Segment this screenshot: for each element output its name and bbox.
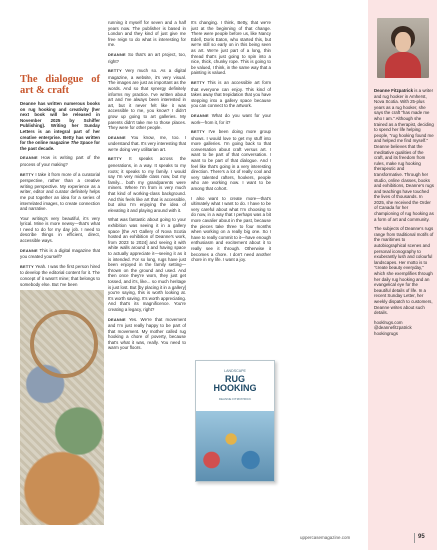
article-paragraph <box>108 68 186 131</box>
paragraph-text: I've been doing more group shows. I would love to get my stuff into more galleries. I'm going back to that conversation about craft versus art. I want to be part of that conversation. I want to be part of that dialogue. And I feel like that's going in a very interesting direction. There's a lot of really cool and very talented rafters, hookers, people who are working now. I want to be among that cohort. <box>191 129 271 192</box>
speaker-label: DEANNE <box>20 156 38 161</box>
author-bio <box>374 88 434 341</box>
article-paragraph <box>108 317 186 352</box>
article-paragraph <box>191 20 271 76</box>
article-paragraph <box>191 196 271 263</box>
bio-paragraph-1: Deanne Fitzpatrick is a writer and rug hooker in Amherst, Nova Scotia. With 25-plus years as a rug hooker, she says the craft "has made me who I am." Although she trained as a therapist, deciding to spend her life helping people, "rug hooking found me and helped me find myself." Deanne believes that the meditative qualities of the craft, and its freedom from rules, make rug hooking therapeutic and transformative. Through her studio, online classes, books and exhibitions, Deanne's rugs and teachings have touched the lives of thousands. In 2025, she received the Order of Canada for her championing of rug hooking as a form of art and community. <box>374 88 434 222</box>
article-paragraph <box>20 155 100 167</box>
article-column-2 <box>108 20 186 355</box>
bio-link[interactable]: hooklrugs.com <box>374 319 403 325</box>
article-paragraph <box>108 52 186 64</box>
speaker-label: BETTY <box>191 130 205 135</box>
speaker-label: DEANNE <box>20 248 38 253</box>
speaker-label: DEANNE <box>108 317 126 322</box>
article-column-1 <box>20 74 100 291</box>
portrait-face <box>395 32 411 52</box>
speaker-label: BETTY <box>20 264 34 269</box>
footer-divider <box>414 533 415 543</box>
book-title: RUG HOOKING <box>213 374 257 393</box>
article-paragraph <box>191 113 271 125</box>
paragraph-text: It's changing. I think, Betty, that we're just at the beginning of that change. There were people before us, like Nancy Edell, Doris Eaton, who started this, but we're still so early on in this being seen as art. We're just part of a long, thin thread that's just going to spin into a nice, thick, chunky rope. This is going to be valued, I think, in the same way that a painting is valued. <box>191 20 271 76</box>
article-paragraph <box>20 264 100 287</box>
paragraph-text: What do you want for your work—from it, for it? <box>191 112 271 125</box>
page-number: 95 <box>418 534 425 540</box>
paragraph-text: Very much so. As a digital magazine, a website, it's very visual. The images are just as important as the words. And so that synergy definitely informs my practice. I've written about art and I've always been interested in art, but it never felt like it was accessible to me, you know? I didn't grow up going to art galleries. My parents didn't take me to those places. They were for other people. <box>108 68 186 131</box>
rug-hooking-photo <box>20 290 104 525</box>
portrait-body <box>385 52 421 78</box>
page-footer <box>0 533 437 545</box>
paragraph-text: So that's an art project, too, right? <box>108 51 186 64</box>
paragraph-text: You know, me, too. I understand that. It's very interesting that we're doing very utilitarian art. <box>108 134 186 152</box>
footer-site[interactable]: uppercasemagazine.com <box>300 535 351 540</box>
bio-paragraph-2: The subjects of Deanne's rugs range from traditional motifs of the maritimes to autobiographical scenes and personal iconography to exuberantly lush and colourful landscapes. Her motto is to "create beauty everyday," which she exemplifies through her daily rug hooking and an evangelical eye for the beautiful details of life. In a recent Sunday Letter, her weekly dispatch to customers, Deanne writes about such details. <box>374 226 434 316</box>
bio-link[interactable]: @deannefitzpatrick <box>374 325 412 331</box>
speaker-label: DEANNE <box>191 113 209 118</box>
book-author: DEANNE FITZPATRICK <box>218 397 252 401</box>
paragraph-text: This is a digital magazine that you created yourself? <box>20 247 100 260</box>
article-paragraph <box>108 156 186 213</box>
paragraph-text: I also want to create more—that's ultimately what I want to do. I have to be very careful about what I'm choosing to do now, in a way that I perhaps was a bit more cavalier about in the past, because the pieces take three to four months when working on a really big one. So I have to really commit to it—have enough enthusiasm and excitement about it to really see it through. Otherwise it becomes a chore. I don't need another chore in my life. I want a joy. <box>191 195 271 263</box>
speaker-label: BETTY <box>108 157 122 162</box>
author-portrait <box>377 18 429 78</box>
paragraph-text: Your writing's very beautiful, it's very lyrical. Mine is more newsy—that's what I need to do for my day job. I need to describe things in efficient, direct, accessible ways. <box>20 215 100 244</box>
paragraph-text: I take it from more of a curatorial perspective, rather than a creative writing perspective. My experience as a writer, editor and curator definitely helps me put together an idea for a series of interrelated images, to create connection and narrative. <box>20 171 100 212</box>
article-heading: The dialogue of art & craft <box>20 74 100 96</box>
book-cover-art <box>196 411 274 481</box>
paragraph-text: This is an accessible art form that everyone can enjoy. This kind of takes away that trepidation that you have stepping into a gallery space because you can connect to the artwork. <box>191 79 271 109</box>
speaker-label: BETTY <box>20 172 34 177</box>
article-paragraph <box>191 129 271 192</box>
speaker-label: DEANNE <box>108 52 126 57</box>
hoop-shape <box>30 310 98 378</box>
article-paragraph <box>108 217 186 312</box>
paragraph-text: Yeah. I was the first person hired to develop the editorial content for it. The concept of it wasn't mine; that belongs to somebody else. But I've been <box>20 263 100 287</box>
paragraph-text: running it myself for seven and a half years now. The publisher is based in London and they kind of just give me free reign to do what is interesting for me. <box>108 20 186 48</box>
paragraph-text: How is writing part of the process of your making? <box>20 155 100 167</box>
article-intro: Deanne has written numerous books on rug hooking and creativity (her next book will be released in November 2025 by Schiffer Publishing). Writing her Sunday Letters is an integral part of her creative enterprise. Betty has written for the online magazine The Space for the past decade. <box>20 101 100 151</box>
paragraph-text: It speaks across the generations, in a way. It speaks to my roots; it speaks to my family. I would say I'm very middle class now, but my family... both my grandparents were miners. Where I'm from is very much that kind of working-class background. And this feels like art that is accessible, but also I'm enjoying the idea of elevating it and playing around with it. <box>108 156 186 213</box>
paragraph-text: What was fantastic about going to your exhibition was seeing it in a gallery space [the Art Gallery of Nova Scotia hosted an exhibition of Deanne's work, from 2023 to 2024] and seeing it with white walls around it and having space to actually appreciate it—seeing it as it is intended. For so long, rugs have just been enjoyed in the family setting—thrown on the ground and used. And then once they're worn, they just get tossed, and it's, like... so much heritage is just lost. But [by placing it in a gallery] you're saying, this is worth looking at. It's worth saving. It's worth appreciating. And that's its magnificence. You're creating a legacy, right? <box>108 217 186 312</box>
paragraph-text: Yes. We're that movement and I'm just really happy to be part of that movement. My mother called rug hooking a chore of poverty, because that's what it was, really. You need to warm your floors. <box>108 316 186 351</box>
article-paragraph <box>20 248 100 260</box>
book-subtitle: LANDSCAPE <box>224 369 246 373</box>
speaker-label: BETTY <box>191 80 205 85</box>
article-paragraph <box>191 80 271 109</box>
bio-name: Deanne Fitzpatrick <box>374 88 414 93</box>
article-paragraph <box>20 172 100 212</box>
book-cover <box>195 360 275 482</box>
column-1-paragraphs <box>20 155 100 287</box>
book-cover-top <box>196 361 274 411</box>
bio-links <box>374 320 434 337</box>
article-paragraph <box>108 135 186 153</box>
bio-link[interactable]: hookingrugs <box>374 330 398 336</box>
speaker-label: BETTY <box>108 69 122 74</box>
article-column-3 <box>191 20 271 267</box>
article-paragraph <box>108 20 186 48</box>
article-paragraph <box>20 216 100 244</box>
speaker-label: DEANNE <box>108 135 126 140</box>
